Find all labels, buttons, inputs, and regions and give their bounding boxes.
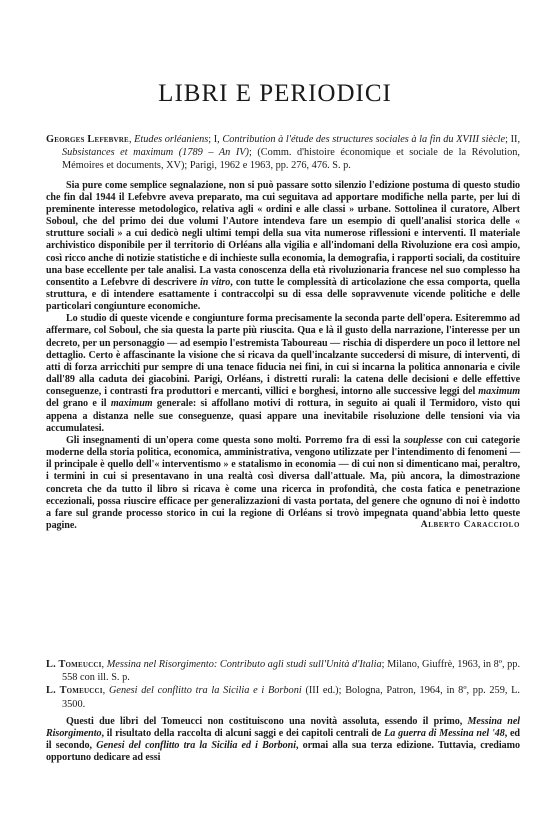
citation-title: Etudes orléaniens bbox=[134, 134, 209, 145]
review-citation-2: L. Tomeucci, Genesi del conflitto tra la Sicilia e i Borboni (III ed.); Bologna, Patron, 1964, in 8º, pp. 259, L. 3500. bbox=[46, 685, 520, 710]
text-run: Sia pure come semplice segnalazione, non si può passare sotto silenzio l'edizione postuma di questo studio che fin dal 1944 il Lefebvre aveva preparato, ma cui seguitava ad apportare modifiche nella parte, per lui di preminente interesse metodologico, relativa agli « ordini e alle classi » urbane. Sottolinea il curatore, Albert Soboul, che del primo dei due volumi l'Autore intendeva fare un esempio di quell'analisi storica delle « strutture sociali » a cui dedicò negli ultimi tempi della sua vita numerose riflessioni e interventi. Il materiale archivistico disponibile per il territorio di Orléans alla vigilia e all'indomani della Rivoluzione era così ampio, così ricco anche di notizie statistiche e di inchieste sulla economia, la demografia, i rapporti sociali, da costituire una base eccellente per tale analisi. La vasta conoscenza della età rivoluzionaria francese nel suo complesso ha consentito a Lefebvre di descrivere bbox=[46, 179, 520, 288]
citation-vol2: ; II, bbox=[505, 134, 521, 145]
citation-vol1-title: Contribution à l'étude des structures sociales à la fin du XVIII siècle bbox=[222, 134, 506, 145]
review-tomeucci bbox=[46, 658, 520, 764]
text-run: Gli insegnamenti di un'opera come questa sono molti. Porremo fra di essi la bbox=[66, 434, 405, 446]
review-lefebvre bbox=[46, 133, 520, 530]
review-paragraph-2 bbox=[46, 313, 520, 435]
italic-run: souplesse bbox=[404, 434, 443, 446]
citation-rest: (III ed.); Bologna, Patron, 1964, in 8º, pp. 259, L. 3500. bbox=[62, 685, 520, 710]
text-run: , il risultato della raccolta di alcuni saggi e dei capitoli centrali de bbox=[101, 727, 385, 739]
text-run: , ed il secondo, bbox=[46, 727, 520, 752]
citation-title: Messina nel Risorgimento: Contributo agli studi sull'Unità d'Italia bbox=[106, 659, 382, 670]
italic-run: Genesi del conflitto tra la Sicilia ed i Borboni bbox=[96, 740, 296, 752]
citation-rest: ; (Comm. d'histoire économique et sociale de la Révolution, Mémoires et documents, XV); Parigi, 1962 e 1963, pp. 276, 476. S. p. bbox=[62, 147, 520, 172]
text-run: con cui categorie moderne della storia politica, economica, amministrativa, vengono utilizzate per l'intendimento di fenomeni — il principale è quello dell'« interventismo » e statalismo in economia — di cui non si dimenticano mai, peraltro, i termini in cui si presentavano in una realtà così diversa dall'attuale. Ma, più ancora, la dimostrazione concreta che da tutto il libro si ricava è come una ricerca in profondità, che costa fatica e penetrazione eccezionali, possa riuscire efficace per generalizzazioni di vasta portata, del genere che ognuno di noi è indotto a fare sul grande processo storico in cui la regione di Orléans si trovò impegnata quand'abbia letto queste pagine. bbox=[46, 434, 520, 531]
text-run: , con tutte le complessità di articolazione che essa comporta, quella struttura, e di intendere esattamente i contraccolpi su di essa delle sopravvenute vicende politiche e delle particolari congiunture economiche. bbox=[46, 276, 520, 313]
italic-run: Messina nel Risorgimento bbox=[46, 715, 521, 739]
review-paragraph-1 bbox=[46, 180, 520, 314]
review-paragraph-3 bbox=[46, 435, 520, 532]
citation-title: Genesi del conflitto tra la Sicilia e i Borboni bbox=[108, 685, 302, 697]
citation-rest: ; Milano, Giuffrè, 1963, in 8º, pp. 558 con ill. S. p. bbox=[62, 659, 521, 684]
review-citation: Georges Lefebvre, Etudes orléaniens; I, Contribution à l'étude des structures sociales à la fin du XVIII siècle; II, Subsistances et maximum (1789 – An IV); (Comm. d'histoire économique et sociale de la Révolution, Mémoires et documents, XV); Parigi, 1962 e 1963, pp. 276, 476. S. p. bbox=[46, 134, 521, 172]
review-citation-1: L. Tomeucci, Messina nel Risorgimento: Contributo agli studi sull'Unità d'Italia; Milano, Giuffrè, 1963, in 8º, pp. 558 con ill. S. p. bbox=[46, 659, 521, 684]
citation-vol1: I, bbox=[213, 134, 223, 145]
text-run: del grano e il bbox=[46, 398, 111, 410]
reviewer-signature: Alberto Caracciolo bbox=[420, 520, 520, 531]
citation-author: L. Tomeucci bbox=[46, 685, 103, 697]
text-run: , ormai alla sua terza edizione. Tuttavia, crediamo opportuno dedicare ad essi bbox=[46, 740, 520, 764]
review-paragraph-1 bbox=[46, 716, 520, 765]
italic-run: La guerra di Messina nel '48 bbox=[384, 727, 505, 739]
italic-run: maximum bbox=[478, 386, 520, 398]
citation-vol2-title: Subsistances et maximum (1789 – An IV) bbox=[62, 147, 249, 159]
citation-author: L. Tomeucci bbox=[46, 659, 102, 670]
italic-run: in vitro bbox=[199, 276, 231, 288]
italic-run: maximum bbox=[110, 398, 153, 410]
text-run: Questi due libri del Tomeucci non costituiscono una novità assoluta, essendo il primo, bbox=[66, 715, 468, 727]
citation-author: Georges Lefebvre bbox=[46, 134, 129, 145]
text-run: Lo studio di queste vicende e congiunture forma precisamente la seconda parte dell'opera. Esiteremmo ad affermare, col Soboul, che sia questa la parte più riuscita. Qua e là il gusto della narrazione, l'interesse per un decreto, per un personaggio — ad esempio l'estremista Taboureau — rischia di disperdere un poco il lettore nel dettaglio. Certo è affascinante la visione che si ricava da quell'incalzante succedersi di misure, di interventi, di atti di forza arricchiti pur sempre di una tenace fiducia nei fini, in cui si incarna la politica annonaria e civile dall'89 alla caduta dei giacobini. Parigi, Orléans, i distretti rurali: la catena delle decisioni e delle effettive conseguenze, i contrasti fra produttori e mercanti, villici e borghesi, intorno alle successive leggi del bbox=[46, 313, 520, 398]
text-run: generale: si affollano motivi di rottura, in seguito ai quali il Termidoro, visto qui appena a distanza nelle sue conseguenze, quasi appare una inevitabile risoluzione delle tensioni via via accumulatesi. bbox=[46, 398, 520, 434]
section-title: LIBRI E PERIODICI bbox=[158, 80, 392, 107]
